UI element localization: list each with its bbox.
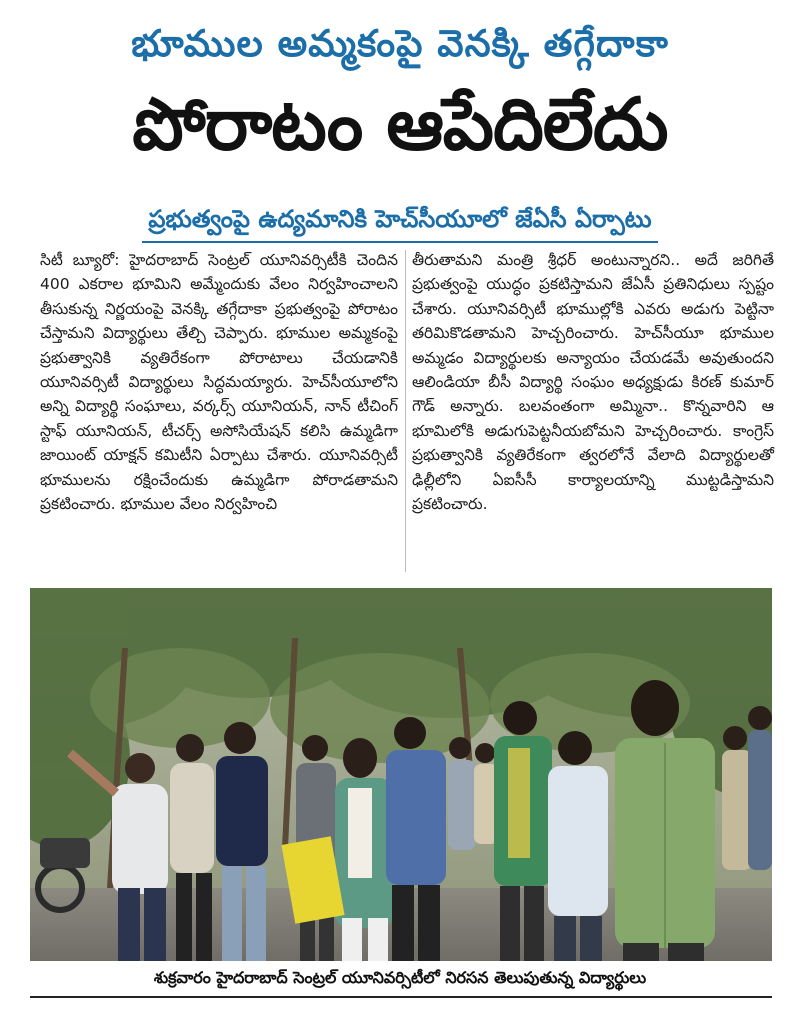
photo-caption: శుక్రవారం హైదరాబాద్ సెంట్రల్ యూనివర్సిటీలో నిరసన తెలుపుతున్న విద్యార్థులు [153, 968, 647, 987]
main-headline: పోరాటం ఆపేదిలేదు [132, 82, 668, 166]
protest-photo [30, 588, 772, 961]
bottom-divider [30, 996, 772, 998]
column-divider [405, 250, 406, 572]
article-column-right: తీరుతామని మంత్రి శ్రీధర్ అంటున్నారని.. అదే జరిగితే ప్రభుత్వంపై యుద్ధం ప్రకటిస్తామని జేఏసీ ప్రతినిధులు స్పష్టం చేశారు. యూనివర్సిటీ భూముల్లోకి ఎవరు అడుగు పెట్టినా తరిమికొడతామని హెచ్చరించారు. హెచ్‌సీయూ భూముల అమ్మడం విద్యార్థులకు అన్యాయం చేయడమే అవుతుందని ఆలిండియా బీసీ విద్యార్థి సంఘం అధ్యక్షుడు కిరణ్ కుమార్ గౌడ్ అన్నారు. బలవంతంగా అమ్మినా.. కొన్నవారిని ఆ భూమిలోకి అడుగుపెట్టనీయబోమని హెచ్చరించారు. కాంగ్రెస్ ప్రభుత్వానికి వ్యతిరేకంగా త్వరలోనే వేలాది విద్యార్థులతో ఢిల్లీలోని ఏఐసీసీ కార్యాలయాన్ని ముట్టడిస్తామని ప్రకటించారు. [412, 251, 774, 514]
subhead-container [0, 205, 800, 243]
article-column-left: సిటీ బ్యూరో: హైదరాబాద్ సెంట్రల్ యూనివర్సిటీకి చెందిన 400 ఎకరాల భూమిని అమ్మేందుకు వేలం నిర్వహించాలని తీసుకున్న నిర్ణయంపై వెనక్కి తగ్గేదాకా ప్రభుత్వంపై పోరాటం చేస్తామని విద్యార్థులు తేల్చి చెప్పారు. భూముల అమ్మకంపై ప్రభుత్వానికి వ్యతిరేకంగా పోరాటాలు చేయడానికి యూనివర్సిటీ విద్యార్థులు సిద్ధమయ్యారు. హెచ్‌సీయూలోని అన్ని విద్యార్థి సంఘాలు, వర్కర్స్ యూనియన్, నాన్ టీచింగ్ స్టాఫ్ యూనియన్, టీచర్స్ అసోసియేషన్ కలిసి ఉమ్మడిగా జాయింట్ యాక్షన్ కమిటీని ఏర్పాటు చేశారు. యూనివర్సిటీ భూములను రక్షించేందుకు ఉమ్మడిగా పోరాడతామని ప్రకటించారు. భూముల వేలం నిర్వహించి [40, 251, 398, 514]
kicker-headline: భూముల అమ్మకంపై వెనక్కి తగ్గేదాకా [131, 22, 669, 65]
subheadline: ప్రభుత్వంపై ఉద్యమానికి హెచ్‌సీయూలో జేఏసీ ఏర్పాటు [142, 205, 657, 243]
